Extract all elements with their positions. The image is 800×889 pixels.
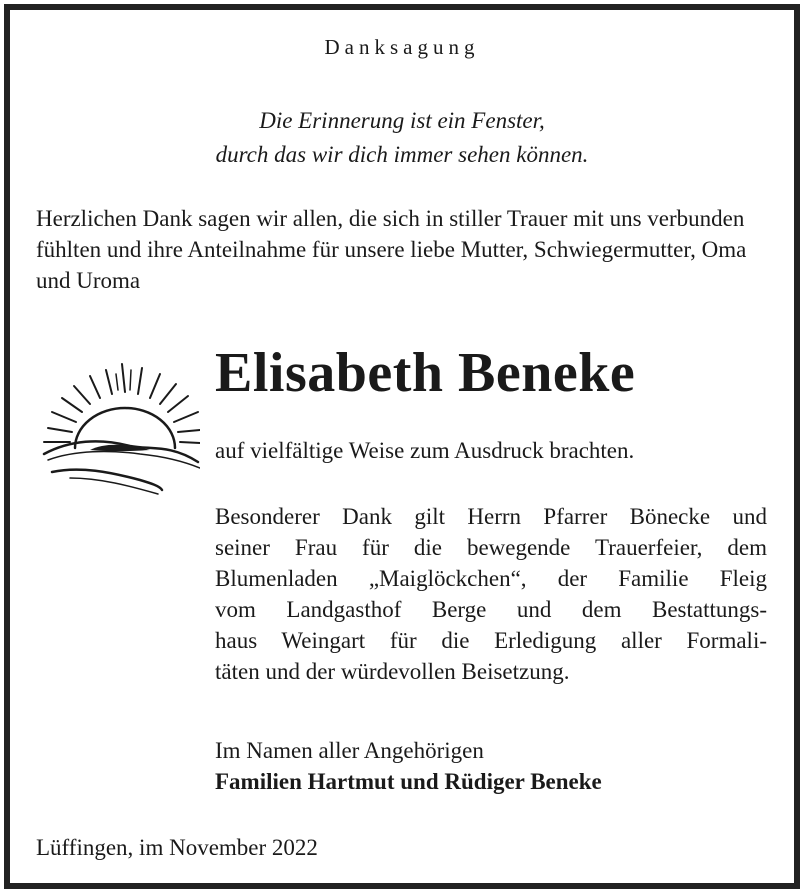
memorial-quote [10, 104, 794, 172]
thanks-line: Blumenladen „Maiglöckchen“, der Familie Fleig [215, 566, 767, 591]
notice-heading: Danksagung [324, 35, 480, 59]
intro-text: Herzlichen Dank sagen wir allen, die sich in stiller Trauer mit uns verbunden fühlten und ihre Anteilnahme für unsere liebe Mutter, Schwiegermutter, Oma und Uroma [36, 206, 747, 293]
special-thanks [215, 501, 767, 687]
quote-line-2: durch das wir dich immer sehen können. [215, 142, 589, 167]
signature-families: Familien Hartmut und Rüdiger Beneke [215, 769, 602, 794]
deceased-name: Elisabeth Beneke [215, 342, 636, 404]
sunset-icon [30, 350, 200, 500]
thanks-line: vom Landgasthof Berge und dem Bestattungs- [215, 597, 767, 622]
thanks-line: seiner Frau für die bewegende Trauerfeier, dem [215, 535, 767, 560]
signature-intro: Im Namen aller Angehörigen [215, 738, 484, 763]
thanks-line: täten und der würdevollen Beisetzung. [215, 659, 570, 684]
place-date: Lüffingen, im November 2022 [36, 835, 318, 860]
thanks-line: haus Weingart für die Erledigung aller Formali- [215, 628, 767, 653]
obituary-notice [4, 4, 800, 889]
expression-text: auf vielfältige Weise zum Ausdruck brachten. [215, 438, 635, 463]
quote-line-1: Die Erinnerung ist ein Fenster, [259, 108, 545, 133]
thanks-line: Besonderer Dank gilt Herrn Pfarrer Bönecke und [215, 504, 767, 529]
